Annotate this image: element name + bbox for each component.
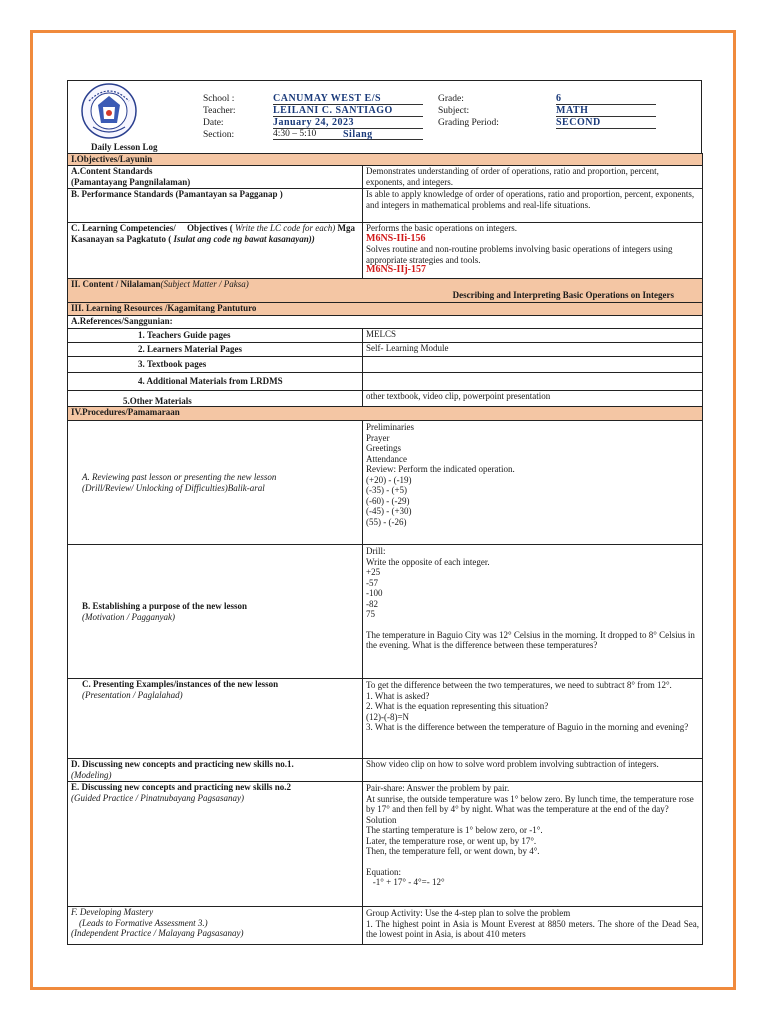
daily-lesson-log-label: Daily Lesson Log [91, 142, 158, 152]
content-standards-label: A.Content Standards (Pamantayang Pangnilalaman) [68, 166, 363, 189]
grading-period-label: Grading Period: [438, 118, 499, 128]
section-value: Silang [343, 129, 373, 140]
competencies-value: Performs the basic operations on integers. M6NS-IIi-156 Solves routine and non-routine problems involving basic operations of integers using appropriate strategies and tools. M6NS-IIj-157 [363, 223, 703, 279]
ref-label-3: 3. Textbook pages [68, 357, 363, 373]
ref-row-3 [68, 357, 703, 373]
objectives-heading: I.Objectives/Layunin [68, 154, 703, 166]
subject-value: MATH [556, 105, 656, 117]
ref-value-5: other textbook, video clip, powerpoint presentation [363, 391, 703, 407]
procedures-row [68, 407, 703, 421]
teacher-value: LEILANI C. SANTIAGO [273, 105, 423, 117]
ref-row-2 [68, 343, 703, 357]
content-row [68, 279, 703, 303]
resources-row [68, 303, 703, 316]
proc-d-content: Show video clip on how to solve word problem involving subtraction of integers. [363, 759, 703, 782]
proc-e-row [68, 782, 703, 907]
ref-value-3 [363, 357, 703, 373]
content-standards-value: Demonstrates understanding of order of operations, ratio and proportion, percent, exponents, and integers. [363, 166, 703, 189]
deped-seal-icon [81, 83, 137, 139]
ref-row-4 [68, 373, 703, 391]
performance-standards-value: Is able to apply knowledge of order of operations, ratio and proportion, percent, exponents, and integers in mathematical problems and real-life situations. [363, 189, 703, 223]
school-label: School : [203, 94, 235, 104]
content-heading: II. Content / Nilalaman(Subject Matter / Paksa) Describing and Interpreting Basic Operations on Integers [68, 279, 703, 303]
proc-c-label: C. Presenting Examples/instances of the new lesson (Presentation / Paglalahad) [68, 679, 363, 759]
content-title: Describing and Interpreting Basic Operations on Integers [452, 289, 675, 300]
proc-c-row [68, 679, 703, 759]
proc-d-label: D. Discussing new concepts and practicing new skills no.1. (Modeling) [68, 759, 363, 782]
proc-a-row [68, 421, 703, 545]
proc-a-label: A. Reviewing past lesson or presenting the new lesson (Drill/Review/ Unlocking of Difficulties)Balik-aral [68, 421, 363, 545]
subject-label: Subject: [438, 106, 470, 116]
proc-d-row [68, 759, 703, 782]
ref-value-4 [363, 373, 703, 391]
proc-e-label: E. Discussing new concepts and practicing new skills no.2 (Guided Practice / Pinatnubayang Pagsasanay) [68, 782, 363, 907]
lc-code-1: M6NS-IIi-156 [366, 232, 426, 244]
lc-code-2: M6NS-IIj-157 [366, 264, 426, 275]
ref-label-5: 5.Other Materials [68, 391, 363, 407]
ref-row-5 [68, 391, 703, 407]
proc-b-content: Drill: Write the opposite of each integer. +25 -57 -100 -82 75 The temperature in Baguio City was 12° Celsius in the morning. It dropped to 8° Celsius in the evening. What is the difference between these temperatures? [363, 545, 703, 679]
content-standards-row [68, 166, 703, 189]
procedures-heading: IV.Procedures/Pamamaraan [68, 407, 703, 421]
section-label: Section: [203, 130, 235, 140]
ref-label-4: 4. Additional Materials from LRDMS [68, 373, 363, 391]
references-heading: A.References/Sanggunian: [68, 316, 703, 329]
lesson-table [67, 153, 703, 945]
teacher-label: Teacher: [203, 106, 236, 116]
ref-value-2: Self- Learning Module [363, 343, 703, 357]
competencies-label: C. Learning Competencies/ Objectives ( Write the LC code for each) Mga Kasanayan sa Pagkatuto ( Isulat ang code ng bawat kasanayan)) [68, 223, 363, 279]
ref-label-2: 2. Learners Material Pages [68, 343, 363, 357]
ref-label-1: 1. Teachers Guide pages [68, 329, 363, 343]
date-value: January 24, 2023 [273, 117, 423, 129]
grade-value: 6 [556, 93, 656, 105]
proc-f-row [68, 907, 703, 945]
proc-b-row [68, 545, 703, 679]
grade-label: Grade: [438, 94, 464, 104]
proc-c-content: To get the difference between the two temperatures, we need to subtract 8° from 12°. 1. What is asked? 2. What is the equation representing this situation? (12)-(-8)=N 3. What is the difference between the temperature of Baguio in the morning and evening? [363, 679, 703, 759]
document-header [67, 80, 702, 153]
proc-f-content: Group Activity: Use the 4-step plan to solve the problem 1. The highest point in Asia is Mount Everest at 8850 meters. The shore of the Dead Sea, the lowest point in Asia, is about 410 meters [363, 907, 703, 945]
proc-e-content: Pair-share: Answer the problem by pair. At sunrise, the outside temperature was 1° below zero. By lunch time, the temperature rose by 17° and then fell by 4° by night. What was the temperature at the end of the day? Solution The starting temperature is 1° below zero, or -1°. Later, the temperature rose, or went up, by 17°. Then, the temperature fell, or went down, by 4°. Equation: -1° + 17° - 4°=- 12° [363, 782, 703, 907]
ref-row-1 [68, 329, 703, 343]
performance-standards-row [68, 189, 703, 223]
date-label: Date: [203, 118, 224, 128]
grading-period-value: SECOND [556, 117, 656, 129]
ref-value-1: MELCS [363, 329, 703, 343]
lesson-log-document [67, 80, 702, 945]
objectives-row [68, 154, 703, 166]
proc-b-label: B. Establishing a purpose of the new lesson (Motivation / Pagganyak) [68, 545, 363, 679]
competencies-row [68, 223, 703, 279]
time-value: 4:30 – 5:10 [273, 129, 423, 140]
resources-heading: III. Learning Resources /Kagamitang Pantuturo [68, 303, 703, 316]
school-value: CANUMAY WEST E/S [273, 93, 423, 105]
references-row [68, 316, 703, 329]
proc-f-label: F. Developing Mastery (Leads to Formative Assessment 3.) (Independent Practice / Malayang Pagsasanay) [68, 907, 363, 945]
performance-standards-label: B. Performance Standards (Pamantayan sa Pagganap ) [68, 189, 363, 223]
proc-a-content: Preliminaries Prayer Greetings Attendance Review: Perform the indicated operation. (+20) - (-19) (-35) - (+5) (-60) - (-29) (-45) - (+30) (55) - (-26) [363, 421, 703, 545]
